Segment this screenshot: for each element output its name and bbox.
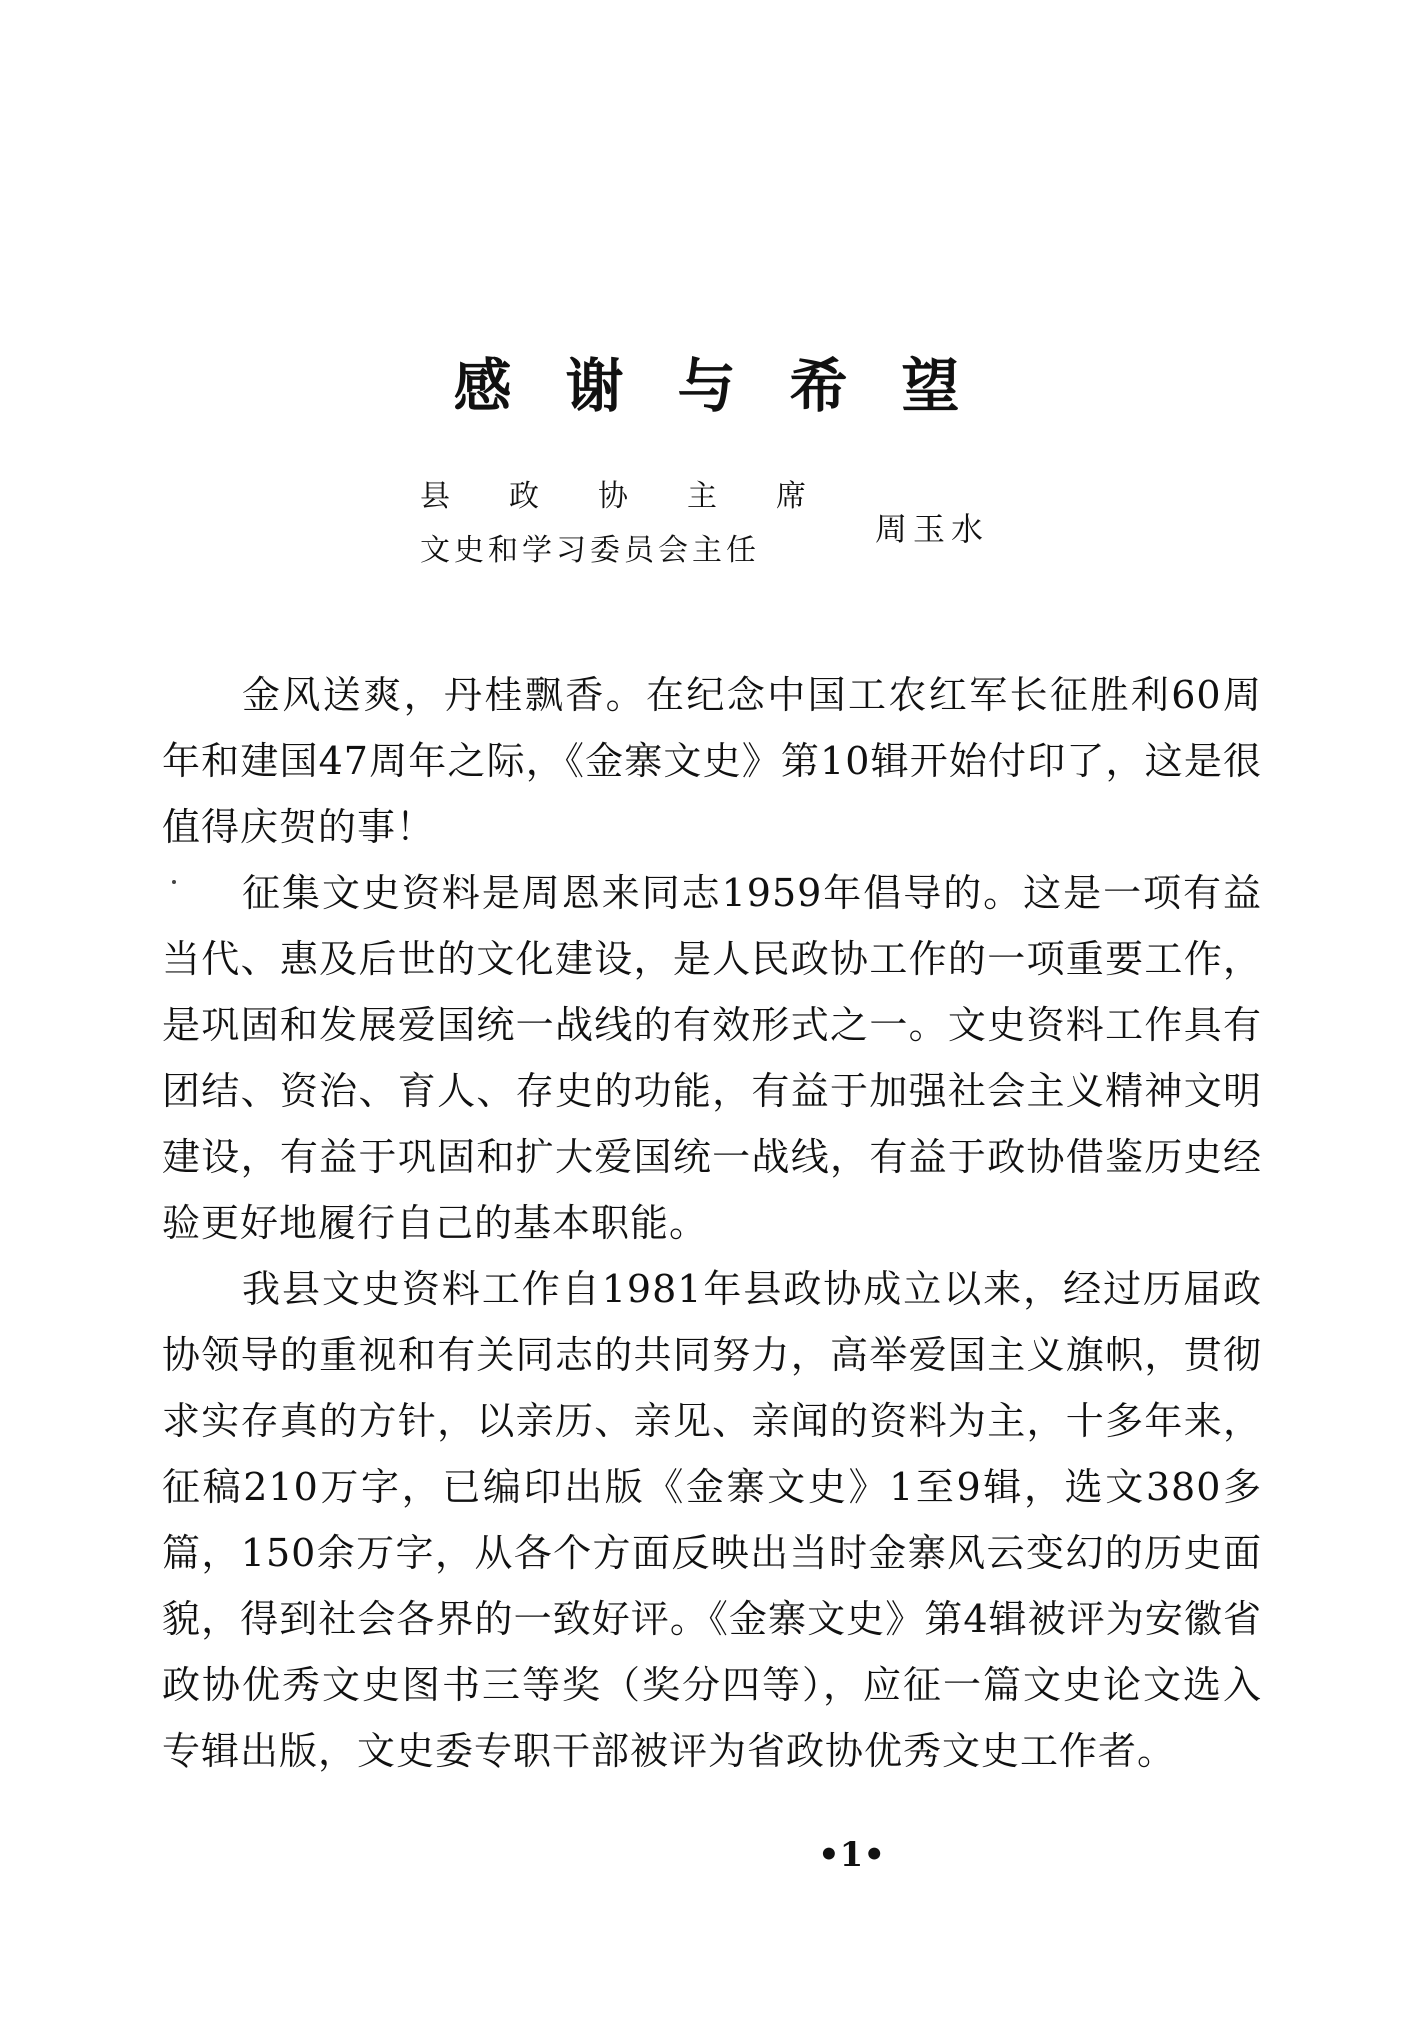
author-role-line2: 文史和学习委员会主任 (420, 533, 760, 568)
paragraph: 金风送爽，丹桂飘香。在纪念中国工农红军长征胜利60周年和建国47周年之际，《金寨文史》第10辑开始付印了，这是很值得庆贺的事！ (162, 673, 1262, 849)
article-body (162, 662, 1262, 1784)
paragraph: 征集文史资料是周恩来同志1959年倡导的。这是一项有益当代、惠及后世的文化建设，是人民政协工作的一项重要工作，是巩固和发展爱国统一战线的有效形式之一。文史资料工作具有团结、资治、育人、存史的功能，有益于加强社会主义精神文明建设，有益于巩固和扩大爱国统一战线，有益于政协借鉴历史经验更好地履行自己的基本职能。 (162, 871, 1262, 1245)
byline (420, 479, 1020, 592)
author-roles (420, 479, 865, 568)
page-title: 感谢与希望 (453, 351, 1014, 420)
author-role-line1: 县政协主席 (420, 479, 865, 514)
page-number: •1• (817, 1835, 886, 1875)
paragraph: 我县文史资料工作自1981年县政协成立以来，经过历届政协领导的重视和有关同志的共同努力，高举爱国主义旗帜，贯彻求实存真的方针，以亲历、亲见、亲闻的资料为主，十多年来，征稿210万字，已编印出版《金寨文史》1至9辑，选文380多篇，150余万字，从各个方面反映出当时金寨风云变幻的历史面貌，得到社会各界的一致好评。《金寨文史》第4辑被评为安徽省政协优秀文史图书三等奖（奖分四等），应征一篇文史论文选入专辑出版，文史委专职干部被评为省政协优秀文史工作者。 (162, 1267, 1262, 1773)
author-name: 周玉水 (875, 510, 990, 548)
